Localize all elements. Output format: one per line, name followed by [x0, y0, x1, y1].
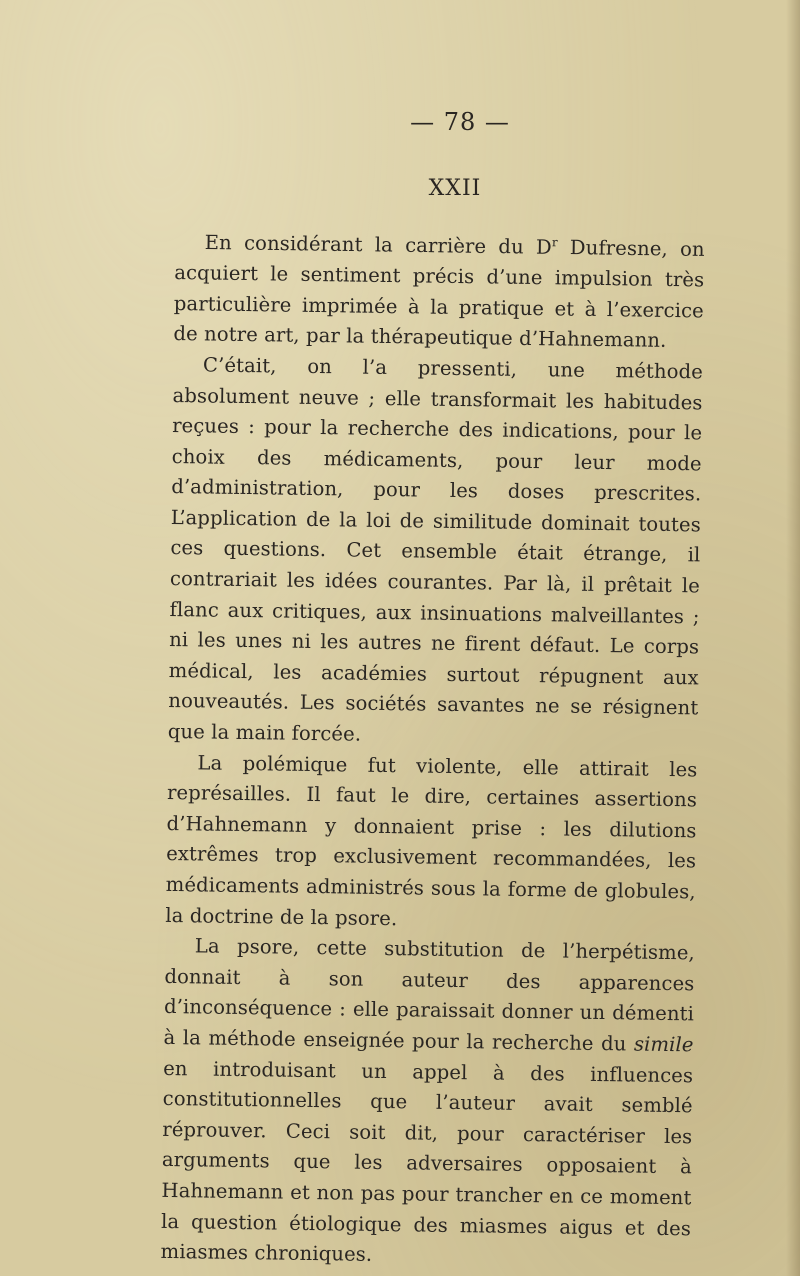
paragraph-1: En considérant la carrière du $D^r$ Dufresne, on acquiert le sentiment précis d’une impulsion très particulière imprimée à la pratique et à l’exercice de notre art, par la thérapeutique d’Hahnemann.	[173, 230, 705, 353]
superscript: r	[551, 235, 558, 250]
italic-word: simile	[633, 1032, 694, 1057]
chapter-heading: XXII	[428, 176, 482, 201]
page-number: — 78 —	[410, 108, 510, 136]
paragraph-2: C’était, on l’a pressenti, une méthode absolument neuve ; elle transformait les habitudes reçues : pour la recherche des indications, pour le choix des médicaments, pour leur mode d’administration, pour les doses prescrites. L’application de la loi de similitude dominait toutes ces questions. Cet ensemble était étrange, il contrariait les idées courantes. Par là, il prêtait le flanc aux critiques, aux insinuations malveillantes ; ni les unes ni les autres ne firent défaut. Le corps médical, les académies surtout répugnent aux nouveautés. Les sociétés savantes ne se résignent que la main forcée.	[167, 353, 704, 746]
paragraph-4: La psore, cette substitution de l’herpétisme, donnait à son auteur des apparences d’inconséquence : elle paraissait donner un démenti à la méthode enseignée pour la recherche du simile en introduisant un appel à des influences constitutionnelles que l’auteur avait semblé réprouver. Ceci soit dit, pour caractériser les arguments que les adversaires opposaient à Hahnemann et non pas pour trancher en ce moment la question étiologique des miasmes aigus et des miasmes chroniques.	[160, 934, 696, 1266]
body-text	[160, 222, 705, 1275]
paragraph-3: La polémique fut violente, elle attirait les représailles. Il faut le dire, certaines assertions d’Hahnemann y donnaient prise : les dilutions extrêmes trop exclusivement recommandées, les médicaments administrés sous la forme de globules, la doctrine de la psore.	[165, 750, 698, 930]
